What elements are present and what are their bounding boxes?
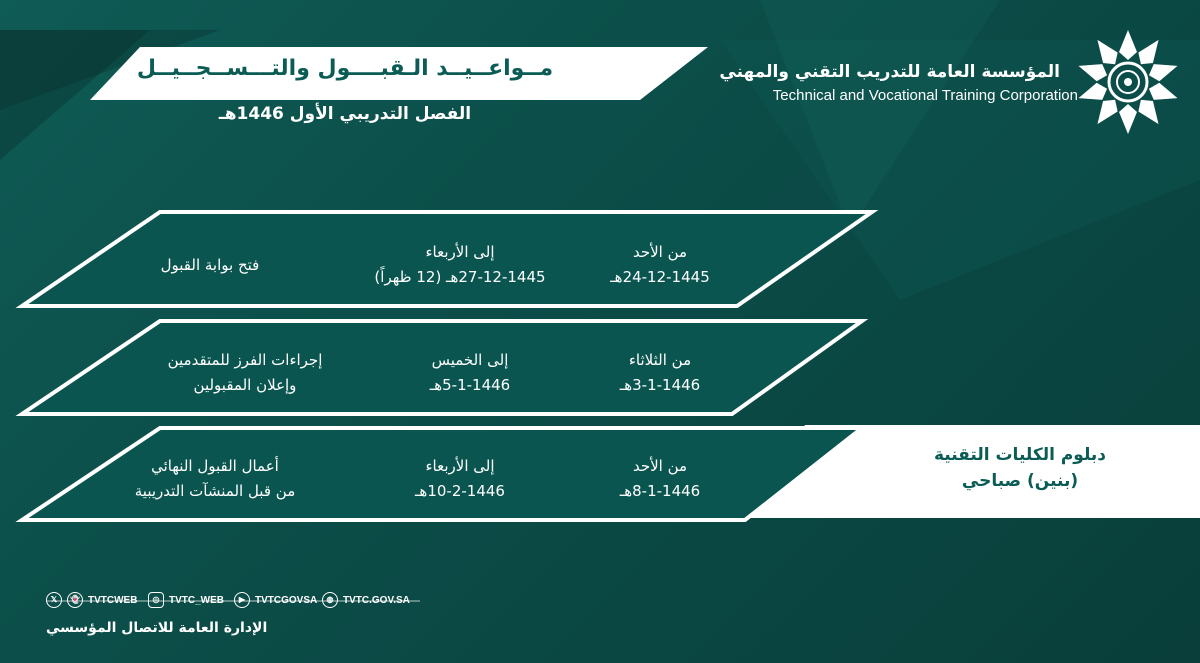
row1-to-day: إلى الأربعاء	[425, 243, 495, 261]
row3-from-day: من الأحد	[632, 457, 688, 475]
row1-to-date: 27-12-1445هـ (12 ظهراً)	[374, 268, 546, 286]
social-handle-website: TVTC.GOV.SA	[343, 594, 410, 606]
row2-to-day: إلى الخميس	[431, 351, 509, 369]
program-label-line2: (بنين) صباحي	[961, 471, 1079, 491]
row3-activity	[100, 454, 330, 504]
page-title: مــواعــيــد الـقبــــول والتـــســجــيــل	[136, 56, 554, 81]
row2-from-day: من الثلاثاء	[628, 351, 692, 369]
social-handle-x: TVTCWEB	[88, 594, 138, 606]
row3-activity-line2: من قبل المنشآت التدريبية	[134, 482, 296, 500]
row2-to-date: 5-1-1446هـ	[429, 376, 511, 394]
social-link-youtube[interactable]	[234, 592, 317, 608]
row3-to-day: إلى الأربعاء	[425, 457, 495, 475]
row2-from-date: 3-1-1446هـ	[619, 376, 701, 394]
row3-to-cell	[380, 454, 540, 504]
org-name-arabic: المؤسسة العامة للتدريب التقني والمهني	[719, 62, 1060, 82]
row1-from-day: من الأحد	[632, 243, 688, 261]
social-handle-instagram: TVTC_WEB	[169, 594, 224, 606]
row2-from-cell	[590, 348, 730, 398]
snapchat-icon: 👻	[67, 592, 83, 608]
semester-subtitle: الفصل التدريبي الأول 1446هـ	[218, 104, 472, 124]
row2-activity	[140, 348, 350, 398]
social-handle-youtube: TVTCGOVSA	[255, 594, 318, 606]
row1-activity-line1: فتح بوابة القبول	[160, 256, 260, 274]
department-name: الإدارة العامة للاتصال المؤسسي	[46, 620, 268, 636]
instagram-icon: ◎	[148, 592, 164, 608]
row3-to-date: 10-2-1446هـ	[415, 482, 505, 500]
website-icon: ◍	[322, 592, 338, 608]
x-icon: 𝕏	[46, 592, 62, 608]
row1-from-cell	[590, 240, 730, 290]
row2-activity-line1: إجراءات الفرز للمتقدمين	[167, 351, 323, 369]
row3-activity-line1: أعمال القبول النهائي	[151, 457, 279, 475]
program-label	[870, 442, 1170, 494]
org-name-english: Technical and Vocational Training Corporation	[772, 87, 1078, 104]
row2-to-cell	[400, 348, 540, 398]
social-link-website[interactable]	[322, 592, 410, 608]
row1-activity	[120, 253, 300, 278]
row1-to-cell	[360, 240, 560, 290]
row3-from-date: 8-1-1446هـ	[619, 482, 701, 500]
row3-from-cell	[590, 454, 730, 504]
youtube-icon: ▶	[234, 592, 250, 608]
program-label-line1: دبلوم الكليات التقنية	[933, 445, 1107, 465]
social-link-instagram[interactable]	[148, 592, 224, 608]
row1-from-date: 24-12-1445هـ	[610, 268, 710, 286]
social-link-x-snapchat[interactable]	[46, 592, 137, 608]
row2-activity-line2: وإعلان المقبولين	[193, 376, 297, 394]
